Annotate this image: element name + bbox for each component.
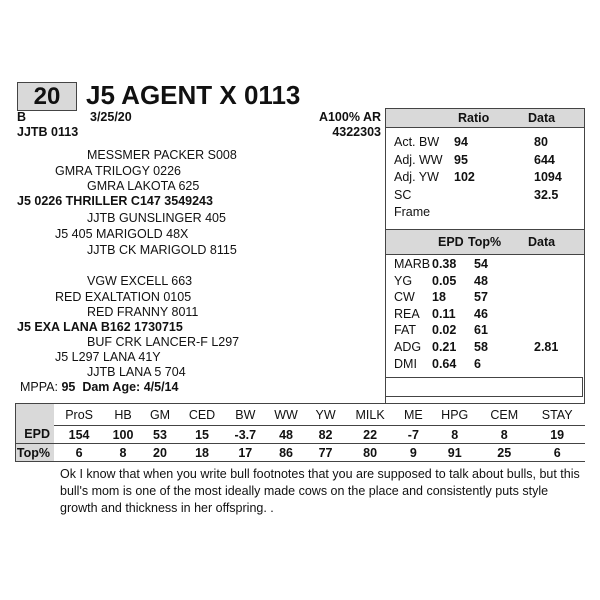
top-percent-value: 8 (104, 444, 142, 462)
corner-cell (16, 404, 55, 426)
performance-row (386, 135, 584, 151)
pedigree-sss: MESSMER PACKER S008 (87, 148, 237, 162)
ratio: 95 (454, 152, 468, 167)
data: 1094 (534, 170, 562, 184)
pedigree-ssd: GMRA LAKOTA 625 (87, 179, 200, 193)
epd-value: 100 (104, 426, 142, 444)
dam-age-value: 4/5/14 (143, 380, 179, 394)
ratio-header: Ratio (458, 111, 490, 125)
epd: 0.11 (432, 306, 456, 321)
label: DMI (394, 356, 417, 371)
label: SC (394, 187, 412, 202)
carcass-row (386, 340, 584, 356)
registration-number: 4322303 (332, 125, 381, 139)
pedigree-dds: BUF CRK LANCER-F L297 (87, 335, 240, 349)
epd-header-cem: CEM (479, 404, 529, 426)
epd-header-hb: HB (104, 404, 142, 426)
epd: 0.21 (432, 340, 457, 354)
epd-value: 8 (479, 426, 529, 444)
top-header: Top% (468, 235, 502, 249)
label: Act. BW (394, 135, 440, 149)
pedigree-ds: RED EXALTATION 0105 (55, 290, 192, 304)
top-percent-value: 9 (396, 444, 430, 462)
pedigree-sd: J5 405 MARIGOLD 48X (55, 227, 189, 241)
top-percent: 46 (474, 306, 488, 321)
ratio: 94 (454, 135, 468, 149)
top-row-label: Top% (16, 444, 55, 462)
epd-value: -3.7 (226, 426, 265, 444)
epd-header-yw: YW (307, 404, 343, 426)
epd-value: -7 (396, 426, 430, 444)
performance-row (386, 153, 584, 169)
epd-value: 48 (265, 426, 308, 444)
epd-value: 82 (307, 426, 343, 444)
pedigree-dsd: RED FRANNY 8011 (87, 305, 199, 319)
label: REA (394, 306, 420, 321)
pedigree-dd: J5 L297 LANA 41Y (55, 350, 161, 364)
epd-header-milk: MILK (344, 404, 397, 426)
top-percent-value: 25 (479, 444, 529, 462)
epd-header-ww: WW (265, 404, 308, 426)
carcass-row (386, 274, 584, 290)
top-percent-value: 6 (529, 444, 585, 462)
top-percent: 58 (474, 340, 488, 354)
epd-value: 15 (178, 426, 226, 444)
empty-box (386, 377, 583, 397)
pedigree-sdd: JJTB CK MARIGOLD 8115 (87, 243, 237, 257)
top-percent-value: 6 (54, 444, 104, 462)
epd: 18 (432, 290, 446, 305)
top-percent: 48 (474, 273, 488, 288)
ratio: 102 (454, 170, 475, 184)
carcass-header (386, 229, 584, 255)
dam-age-label: Dam Age: (82, 380, 141, 394)
top-percent: 54 (474, 257, 488, 271)
epd-value: 8 (430, 426, 479, 444)
top-percent-value: 80 (344, 444, 397, 462)
pedigree-sds: JJTB GUNSLINGER 405 (87, 211, 226, 225)
label: CW (394, 290, 415, 305)
epd-header-bw: BW (226, 404, 265, 426)
animal-name: J5 AGENT X 0113 (86, 80, 301, 110)
performance-row (386, 205, 584, 221)
mppa-value: 95 (61, 380, 76, 394)
epd: 0.64 (432, 356, 457, 371)
epd-value: 22 (344, 426, 397, 444)
top-percent-value: 77 (307, 444, 343, 462)
label: FAT (394, 323, 416, 338)
data-header: Data (528, 235, 556, 249)
pedigree-ss: GMRA TRILOGY 0226 (55, 164, 181, 178)
data: 32.5 (534, 187, 559, 202)
sex: B (17, 110, 27, 124)
carcass-row (386, 357, 584, 373)
pedigree-dss: VGW EXCELL 663 (87, 274, 193, 288)
epd-header-hpg: HPG (430, 404, 479, 426)
tattoo: JJTB 0113 (17, 125, 79, 139)
top-percent-value: 20 (142, 444, 178, 462)
epd-header-me: ME (396, 404, 430, 426)
lot-number: 20 (17, 82, 77, 111)
data: 644 (534, 152, 555, 167)
data: 2.81 (534, 340, 559, 354)
top-percent-value: 17 (226, 444, 265, 462)
pedigree-sire: J5 0226 THRILLER C147 3549243 (17, 194, 213, 208)
breed: A100% AR (318, 110, 381, 124)
epd-row-label: EPD (16, 426, 55, 444)
pedigree-dam: J5 EXA LANA B162 1730715 (17, 320, 183, 334)
epd-header-ced: CED (178, 404, 226, 426)
label: ADG (394, 340, 422, 354)
performance-row (386, 188, 584, 204)
data: 80 (534, 135, 548, 149)
carcass-row (386, 290, 584, 306)
top-percent-value: 91 (430, 444, 479, 462)
epd: 0.38 (432, 257, 457, 271)
carcass-row (386, 257, 584, 273)
data-header: Data (528, 111, 556, 125)
epd-value: 154 (54, 426, 104, 444)
top-percent-value: 18 (178, 444, 226, 462)
footnote: Ok I know that when you write bull footnotes that you are supposed to talk about bulls, but this bull's mom is one of the most ideally made cows on the place and consistently puts style growth and thickness in her offspring. . (60, 467, 580, 515)
pedigree-ddd: JJTB LANA 5 704 (87, 365, 186, 379)
top-percent: 57 (474, 290, 488, 305)
label: YG (394, 273, 413, 288)
epd-header-pros: ProS (54, 404, 104, 426)
label: Frame (394, 205, 431, 219)
label: Adj. YW (394, 170, 439, 184)
epd-header-gm: GM (142, 404, 178, 426)
carcass-row (386, 307, 584, 323)
performance-header (386, 109, 584, 128)
epd-value: 19 (529, 426, 585, 444)
label: MARB (394, 257, 431, 271)
performance-panel (385, 108, 585, 404)
epd-header: EPD (438, 235, 464, 249)
birth-date: 3/25/20 (90, 110, 132, 124)
epd: 0.02 (432, 323, 457, 338)
mppa-label: MPPA: (20, 380, 58, 394)
label: Adj. WW (394, 152, 443, 167)
performance-row (386, 170, 584, 186)
top-percent: 61 (474, 323, 488, 338)
epd-value: 53 (142, 426, 178, 444)
epd-table (15, 403, 585, 462)
epd-header-stay: STAY (529, 404, 585, 426)
top-percent: 6 (474, 356, 481, 371)
epd: 0.05 (432, 273, 457, 288)
mppa (20, 380, 178, 394)
carcass-row (386, 323, 584, 339)
top-percent-value: 86 (265, 444, 308, 462)
